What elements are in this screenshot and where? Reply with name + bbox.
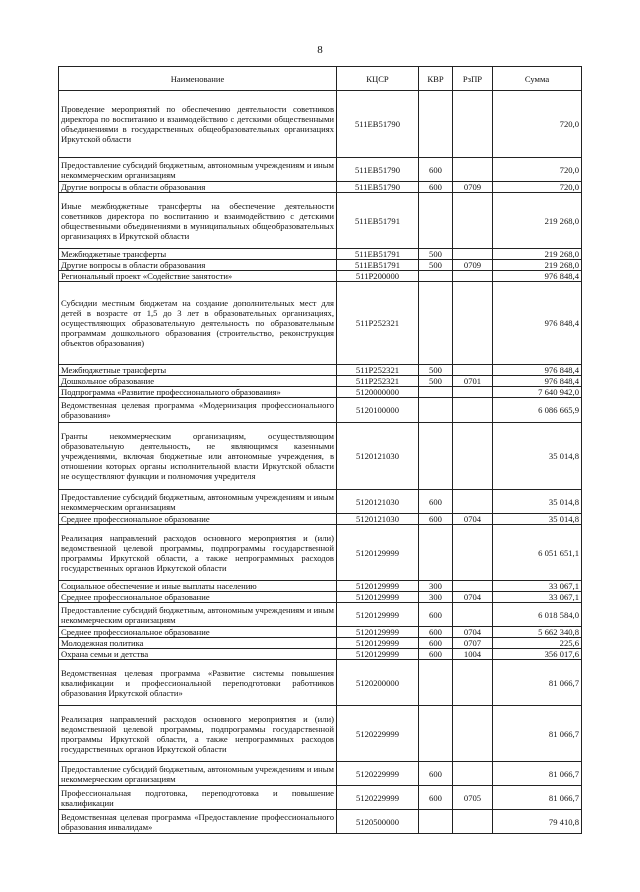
- row-kvr: 500: [419, 260, 453, 271]
- row-kvr: [419, 193, 453, 249]
- row-name: Ведомственная целевая программа «Модернизация профессионального образования»: [59, 398, 337, 423]
- row-kvr: 500: [419, 376, 453, 387]
- row-rzpr: [453, 91, 493, 158]
- row-kcsr: 5120100000: [337, 398, 419, 423]
- row-kvr: 600: [419, 762, 453, 786]
- row-kvr: [419, 706, 453, 762]
- row-name: Предоставление субсидий бюджетным, автономным учреждениям и иным некоммерческим организациям: [59, 490, 337, 514]
- table-row: [59, 581, 582, 592]
- row-name: Иные межбюджетные трансферты на обеспечение деятельности советников директора по воспитанию и взаимодействию с детскими общественными объединениями в муниципальных общеобразовательных организациях в Иркутской области: [59, 193, 337, 249]
- row-sum: 976 848,4: [493, 376, 582, 387]
- row-name: Социальное обеспечение и иные выплаты населению: [59, 581, 337, 592]
- row-name: Молодежная политика: [59, 638, 337, 649]
- table-row: [59, 260, 582, 271]
- row-rzpr: [453, 603, 493, 627]
- row-sum: 720,0: [493, 182, 582, 193]
- row-kvr: 600: [419, 158, 453, 182]
- row-sum: 81 066,7: [493, 660, 582, 706]
- table-row: [59, 660, 582, 706]
- row-rzpr: [453, 387, 493, 398]
- row-sum: 81 066,7: [493, 706, 582, 762]
- row-kvr: [419, 271, 453, 282]
- page-number: 8: [317, 44, 323, 56]
- row-kcsr: 5120121030: [337, 490, 419, 514]
- row-kvr: [419, 91, 453, 158]
- table-row: [59, 158, 582, 182]
- table-header-row: [59, 67, 582, 91]
- table-row: [59, 525, 582, 581]
- row-rzpr: [453, 398, 493, 423]
- table-row: [59, 762, 582, 786]
- row-kvr: [419, 398, 453, 423]
- table-row: [59, 706, 582, 762]
- row-name: Среднее профессиональное образование: [59, 514, 337, 525]
- row-kcsr: 511P252321: [337, 376, 419, 387]
- row-rzpr: [453, 423, 493, 490]
- row-rzpr: [453, 581, 493, 592]
- row-kvr: 600: [419, 514, 453, 525]
- row-name: Межбюджетные трансферты: [59, 249, 337, 260]
- row-rzpr: [453, 158, 493, 182]
- row-rzpr: 0704: [453, 592, 493, 603]
- row-kcsr: 5120129999: [337, 592, 419, 603]
- row-name: Среднее профессиональное образование: [59, 592, 337, 603]
- header-rzpr: РзПР: [453, 67, 493, 91]
- row-name: Реализация направлений расходов основного мероприятия и (или) ведомственной целевой программы, подпрограммы государственной программы Иркутской области, а также непрограммных расходов государственных органов Иркутской области: [59, 706, 337, 762]
- row-name: Ведомственная целевая программа «Развитие системы повышения квалификации и профессиональной переподготовки работников образования Иркутской области»: [59, 660, 337, 706]
- row-sum: 219 268,0: [493, 249, 582, 260]
- row-kcsr: 511EB51790: [337, 91, 419, 158]
- row-sum: 720,0: [493, 158, 582, 182]
- row-rzpr: 0704: [453, 514, 493, 525]
- row-kvr: [419, 423, 453, 490]
- row-kvr: 600: [419, 649, 453, 660]
- table-row: [59, 627, 582, 638]
- budget-table: [58, 66, 582, 834]
- row-sum: 720,0: [493, 91, 582, 158]
- row-kcsr: 511P200000: [337, 271, 419, 282]
- row-name: Предоставление субсидий бюджетным, автономным учреждениям и иным некоммерческим организациям: [59, 158, 337, 182]
- row-rzpr: [453, 810, 493, 834]
- row-kcsr: 511EB51791: [337, 260, 419, 271]
- row-sum: 81 066,7: [493, 762, 582, 786]
- row-name: Профессиональная подготовка, переподготовка и повышение квалификации: [59, 786, 337, 810]
- row-kcsr: 5120200000: [337, 660, 419, 706]
- row-sum: 6 086 665,9: [493, 398, 582, 423]
- row-kvr: 600: [419, 603, 453, 627]
- row-kvr: 600: [419, 638, 453, 649]
- row-sum: 81 066,7: [493, 786, 582, 810]
- row-sum: 976 848,4: [493, 282, 582, 365]
- row-kvr: 500: [419, 249, 453, 260]
- row-sum: 219 268,0: [493, 260, 582, 271]
- row-kvr: 300: [419, 592, 453, 603]
- row-kvr: 500: [419, 365, 453, 376]
- row-name: Проведение мероприятий по обеспечению деятельности советников директора по воспитанию и взаимодействию с детскими общественными объединениями в государственных общеобразовательных организациях Иркутской области: [59, 91, 337, 158]
- row-kcsr: 5120129999: [337, 649, 419, 660]
- row-rzpr: 0707: [453, 638, 493, 649]
- table-row: [59, 271, 582, 282]
- row-sum: 35 014,8: [493, 423, 582, 490]
- table-row: [59, 282, 582, 365]
- row-kcsr: 5120129999: [337, 525, 419, 581]
- row-kcsr: 511EB51791: [337, 249, 419, 260]
- row-rzpr: [453, 490, 493, 514]
- row-kcsr: 511P252321: [337, 282, 419, 365]
- row-rzpr: [453, 525, 493, 581]
- row-kcsr: 5120000000: [337, 387, 419, 398]
- row-kvr: 600: [419, 182, 453, 193]
- row-rzpr: 0705: [453, 786, 493, 810]
- row-kvr: [419, 660, 453, 706]
- row-rzpr: [453, 365, 493, 376]
- row-sum: 7 640 942,0: [493, 387, 582, 398]
- table-row: [59, 649, 582, 660]
- row-sum: 219 268,0: [493, 193, 582, 249]
- row-name: Гранты некоммерческим организациям, осуществляющим образовательную деятельность, не являющимся казенными учреждениями, включая бюджетные или автономные учреждения, в отношении которых органы исполнительной власти Иркутской области не осуществляют функции и полномочия учредителя: [59, 423, 337, 490]
- row-rzpr: 0704: [453, 627, 493, 638]
- row-sum: 976 848,4: [493, 271, 582, 282]
- table-row: [59, 592, 582, 603]
- row-kcsr: 511EB51790: [337, 158, 419, 182]
- table-row: [59, 786, 582, 810]
- row-sum: 33 067,1: [493, 581, 582, 592]
- row-kvr: 600: [419, 490, 453, 514]
- row-rzpr: 1004: [453, 649, 493, 660]
- table-row: [59, 398, 582, 423]
- table-row: [59, 365, 582, 376]
- table-row: [59, 376, 582, 387]
- row-rzpr: [453, 282, 493, 365]
- table-row: [59, 91, 582, 158]
- row-name: Межбюджетные трансферты: [59, 365, 337, 376]
- table-row: [59, 514, 582, 525]
- row-name: Среднее профессиональное образование: [59, 627, 337, 638]
- row-name: Подпрограмма «Развитие профессионального образования»: [59, 387, 337, 398]
- table-row: [59, 638, 582, 649]
- row-kvr: [419, 810, 453, 834]
- row-rzpr: 0701: [453, 376, 493, 387]
- row-name: Субсидии местным бюджетам на создание дополнительных мест для детей в возрасте от 1,5 до 3 лет в образовательных организациях, осуществляющих образовательную деятельность по образовательным программам дошкольного образования (строительство, реконструкция объектов образования): [59, 282, 337, 365]
- row-name: Реализация направлений расходов основного мероприятия и (или) ведомственной целевой программы, подпрограммы государственной программы Иркутской области, а также непрограммных расходов государственных органов Иркутской области: [59, 525, 337, 581]
- row-name: Другие вопросы в области образования: [59, 260, 337, 271]
- row-sum: 6 051 651,1: [493, 525, 582, 581]
- row-kcsr: 5120229999: [337, 762, 419, 786]
- row-sum: 79 410,8: [493, 810, 582, 834]
- row-sum: 6 018 584,0: [493, 603, 582, 627]
- row-kvr: 600: [419, 786, 453, 810]
- row-sum: 225,6: [493, 638, 582, 649]
- row-rzpr: 0709: [453, 260, 493, 271]
- row-name: Предоставление субсидий бюджетным, автономным учреждениям и иным некоммерческим организациям: [59, 762, 337, 786]
- row-sum: 976 848,4: [493, 365, 582, 376]
- row-rzpr: [453, 193, 493, 249]
- table-row: [59, 182, 582, 193]
- row-sum: 5 662 340,8: [493, 627, 582, 638]
- row-kvr: 600: [419, 627, 453, 638]
- table-row: [59, 193, 582, 249]
- row-kcsr: 5120129999: [337, 627, 419, 638]
- table-row: [59, 490, 582, 514]
- row-kcsr: 5120129999: [337, 638, 419, 649]
- row-kvr: [419, 525, 453, 581]
- row-kcsr: 5120129999: [337, 581, 419, 592]
- row-rzpr: [453, 706, 493, 762]
- row-kcsr: 511EB51791: [337, 193, 419, 249]
- row-sum: 35 014,8: [493, 490, 582, 514]
- row-kcsr: 5120229999: [337, 786, 419, 810]
- row-sum: 33 067,1: [493, 592, 582, 603]
- header-kcsr: КЦСР: [337, 67, 419, 91]
- row-kcsr: 5120229999: [337, 706, 419, 762]
- table-row: [59, 810, 582, 834]
- row-name: Предоставление субсидий бюджетным, автономным учреждениям и иным некоммерческим организациям: [59, 603, 337, 627]
- row-kcsr: 5120121030: [337, 514, 419, 525]
- row-name: Охрана семьи и детства: [59, 649, 337, 660]
- row-rzpr: [453, 762, 493, 786]
- table-row: [59, 603, 582, 627]
- row-sum: 356 017,6: [493, 649, 582, 660]
- table-body: [59, 91, 582, 834]
- header-kvr: КВР: [419, 67, 453, 91]
- row-kcsr: 511P252321: [337, 365, 419, 376]
- row-rzpr: [453, 249, 493, 260]
- table-row: [59, 249, 582, 260]
- row-kvr: [419, 387, 453, 398]
- row-kcsr: 5120500000: [337, 810, 419, 834]
- table-row: [59, 387, 582, 398]
- row-kcsr: 5120121030: [337, 423, 419, 490]
- row-kcsr: 5120129999: [337, 603, 419, 627]
- row-kvr: 300: [419, 581, 453, 592]
- row-rzpr: [453, 271, 493, 282]
- header-name: Наименование: [59, 67, 337, 91]
- row-name: Другие вопросы в области образования: [59, 182, 337, 193]
- row-rzpr: [453, 660, 493, 706]
- row-name: Региональный проект «Содействие занятости»: [59, 271, 337, 282]
- row-name: Дошкольное образование: [59, 376, 337, 387]
- row-kcsr: 511EB51790: [337, 182, 419, 193]
- row-rzpr: 0709: [453, 182, 493, 193]
- row-sum: 35 014,8: [493, 514, 582, 525]
- table-row: [59, 423, 582, 490]
- header-sum: Сумма: [493, 67, 582, 91]
- row-kvr: [419, 282, 453, 365]
- row-name: Ведомственная целевая программа «Предоставление профессионального образования инвалидам»: [59, 810, 337, 834]
